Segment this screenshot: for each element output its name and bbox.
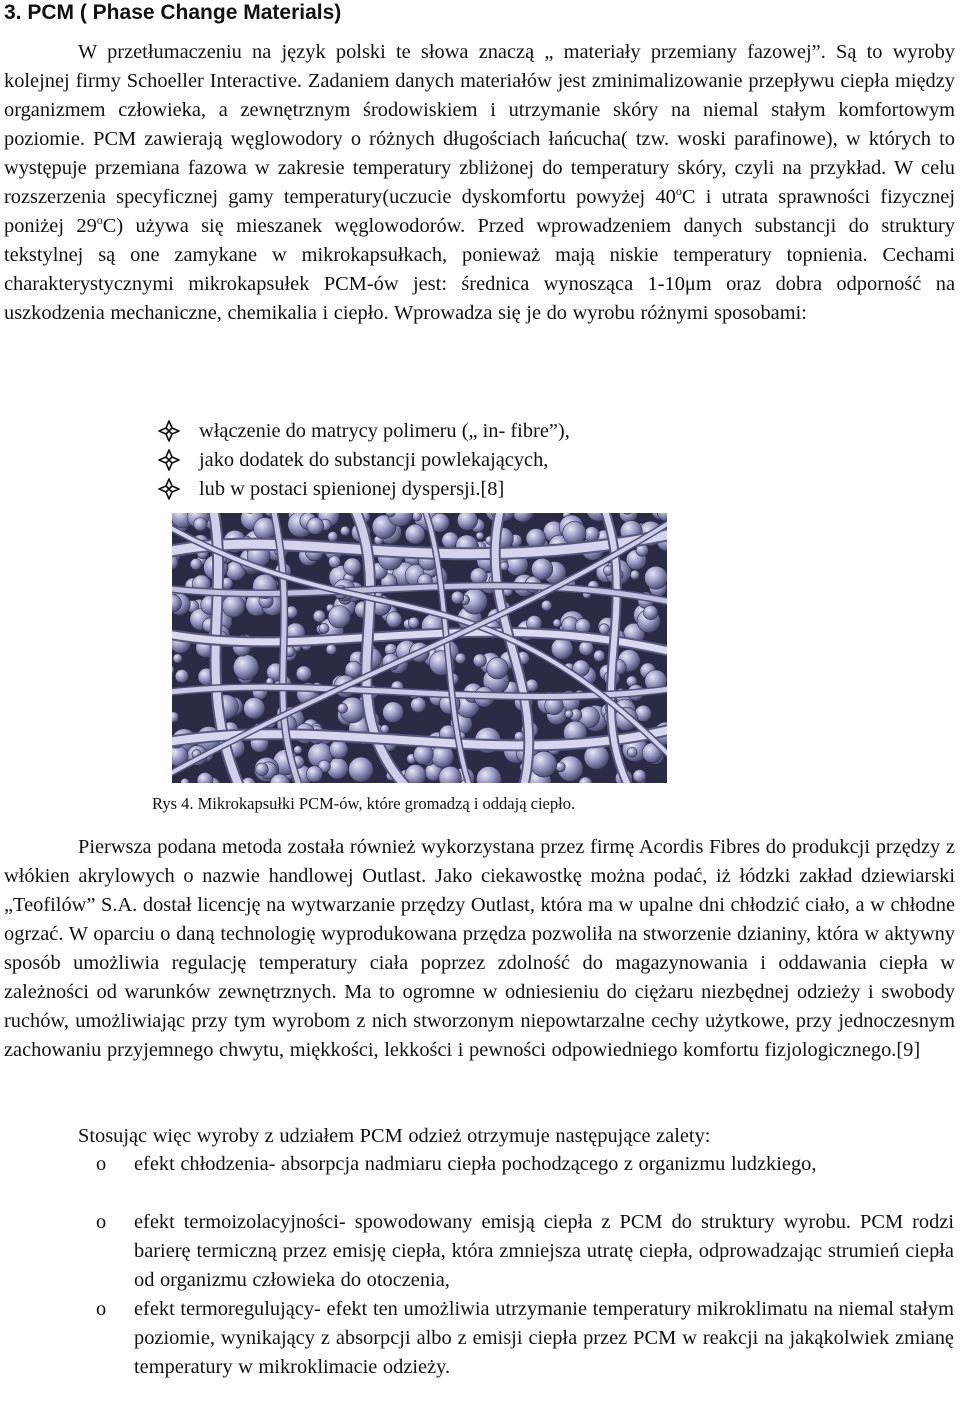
microcapsule xyxy=(531,751,557,777)
list-item-text: lub w postaci spienionej dyspersji.[8] xyxy=(199,477,505,500)
microcapsule xyxy=(408,617,419,628)
microcapsule xyxy=(411,697,426,712)
microcapsules-micrograph xyxy=(172,513,667,783)
microcapsule xyxy=(313,610,325,622)
microcapsule xyxy=(329,556,341,568)
list-item-text: efekt termoizolacyjności- spowodowany emisją ciepła z PCM do struktury wyrobu. PCM rodzi barierę termiczną przez emisję ciepła, która zmniejsza utratę ciepła, odprowadzając strumień ciepła od organizmu człowieka do otoczenia, xyxy=(134,1211,954,1291)
microcapsule xyxy=(328,606,350,628)
microcapsule xyxy=(349,757,374,782)
microcapsule xyxy=(630,570,639,579)
microcapsule xyxy=(594,650,605,661)
microcapsule xyxy=(553,619,561,627)
list-item-text: włączenie do matrycy polimeru („ in- fibre”), xyxy=(199,419,570,442)
microcapsule xyxy=(338,703,348,713)
list-item xyxy=(157,445,548,475)
microcapsule xyxy=(633,770,646,783)
microcapsule xyxy=(386,612,402,628)
microcapsule xyxy=(541,600,552,611)
microcapsule xyxy=(190,559,201,570)
list-item-text: jako dodatek do substancji powlekających, xyxy=(199,448,549,471)
microcapsule xyxy=(306,766,322,782)
intro-text-a: W przetłumaczeniu na język polski te słowa znaczą „ materiały przemiany fazowej”. Są to wyroby kolejnej firmy Schoeller Interactive. Zadaniem danych materiałów jest zminimalizowanie przepływu ciepła między organizmem człowieka, a zewnętrznym środowiskiem i utrzymanie skóry na niemal stałym komfortowym poziomie. PCM zawierają węglowodory o różnych długościach łańcucha( tzw. woski parafinowe), w których to występuje przemiana fazowa w zakresie temperatury zbliżonej do temperatury skóry, czyli na przykład. W celu rozszerzenia specyficznej gamy temperatury(uczucie dyskomfortu powyżej 40 xyxy=(4,41,955,208)
microcapsule xyxy=(645,566,668,589)
list-item-text: efekt termoregulujący- efekt ten umożliwia utrzymanie temperatury mikroklimatu na niemal stałym poziomie, wynikający z absorpcji albo z emisji ciepła przez PCM w reakcji na jakąkolwiek zmianę temperatury w mikroklimacie odzieży. xyxy=(134,1298,954,1378)
microcapsule xyxy=(412,513,422,521)
microcapsule xyxy=(194,518,208,532)
microcapsule xyxy=(294,746,302,754)
microcapsule xyxy=(643,605,657,619)
circle-bullet-icon: o xyxy=(96,1153,107,1175)
degree-sup-1: o xyxy=(675,184,682,198)
outlast-text: Pierwsza podana metoda została również wykorzystana przez firmę Acordis Fibres do produkcji przędzy z włókien akrylowych o nazwie handlowej Outlast. Jako ciekawostkę można podać, iż łódzki zakład dziewiarski „Teofilów” S.A. dostał licencję na wytwarzanie przędzy Outlast, która ma w upalne dni chłodzić ciało, a w chłodne ogrzać. W oparciu o daną technologię wyprodukowana przędza pozwoliła na stworzenie dzianiny, która w aktywny sposób umożliwia regulację temperatury ciała poprzez zdolność do magazynowania i oddawania ciepła w zależności od warunków zewnętrznych. Ma to ogromne w odniesieniu do ciężaru niezbędnej odzieży i swobody ruchów, umożliwiając przy tym wyrobom z nich stworzonym niepowtarzalne cechy użytkowe, przy jednoczesnym zachowaniu przyjemnego chwytu, miękkości, lekkości i pewności odpowiedniego komfortu fizjologicznego.[9] xyxy=(4,836,955,1061)
microcapsule xyxy=(565,710,573,718)
circle-bullet-icon: o xyxy=(96,1211,107,1233)
diamond-bullet-icon xyxy=(157,448,181,472)
microcapsule xyxy=(328,532,338,542)
microcapsule xyxy=(383,702,404,723)
microcapsule xyxy=(296,666,311,681)
microcapsule xyxy=(487,658,508,679)
intro-paragraph xyxy=(4,38,955,328)
figure-caption: Rys 4. Mikrokapsułki PCM-ów, które gromadzą i oddają ciepło. xyxy=(152,794,576,813)
microcapsule xyxy=(233,655,258,680)
list-item xyxy=(157,416,570,446)
list-item xyxy=(157,474,504,504)
microcapsule xyxy=(405,524,425,544)
circle-bullet-icon: o xyxy=(96,1298,107,1320)
microcapsule xyxy=(627,747,637,757)
list-item-text: efekt chłodzenia- absorpcja nadmiaru ciepła pochodzącego z organizmu ludzkiego, xyxy=(134,1153,817,1175)
microcapsule xyxy=(344,558,361,575)
advantages-intro-text: Stosując więc wyroby z udziałem PCM odzież otrzymuje następujące zalety: xyxy=(78,1125,711,1147)
microcapsule xyxy=(551,638,573,660)
microcapsule xyxy=(381,725,390,734)
degree-sup-2: o xyxy=(96,213,103,227)
microcapsule xyxy=(326,644,336,654)
section-heading: 3. PCM ( Phase Change Materials) xyxy=(4,1,342,24)
diamond-bullet-icon xyxy=(157,477,181,501)
intro-text-b: C i utrata sprawności fizycznej poniżej 29 xyxy=(4,186,955,237)
microcapsule xyxy=(173,654,182,663)
diamond-bullet-icon xyxy=(157,419,181,443)
microcapsule xyxy=(244,698,265,719)
microcapsule xyxy=(531,558,552,579)
microcapsule xyxy=(340,526,350,536)
microcapsule xyxy=(451,591,464,604)
intro-text-c: C) używa się mieszanek węglowodorów. Przed wprowadzeniem danych substancji do struktury tekstylnej są one zamykane w mikrokapsułkach, ponieważ mają niskie temperatury topnienia. Cechami charakterystycznymi mikrokapsułek PCM-ów jest: średnica wynosząca 1-10μm oraz dobra odporność na uszkodzenia mechaniczne, chemikalia i ciepło. Wprowadza się je do wyrobu różnymi sposobami: xyxy=(4,215,955,324)
outlast-paragraph xyxy=(4,833,955,1065)
microcapsule xyxy=(307,518,324,535)
advantages-intro xyxy=(4,1122,955,1151)
microcapsule xyxy=(599,624,610,635)
microcapsule xyxy=(455,653,466,664)
microcapsule xyxy=(476,532,484,540)
microcapsule xyxy=(256,763,269,776)
microcapsule xyxy=(319,623,329,633)
microcapsule xyxy=(473,654,486,667)
microcapsule xyxy=(457,513,477,530)
microcapsule xyxy=(222,595,244,617)
microcapsules-image xyxy=(172,513,667,783)
microcapsule xyxy=(330,740,348,758)
microcapsule xyxy=(175,669,188,682)
